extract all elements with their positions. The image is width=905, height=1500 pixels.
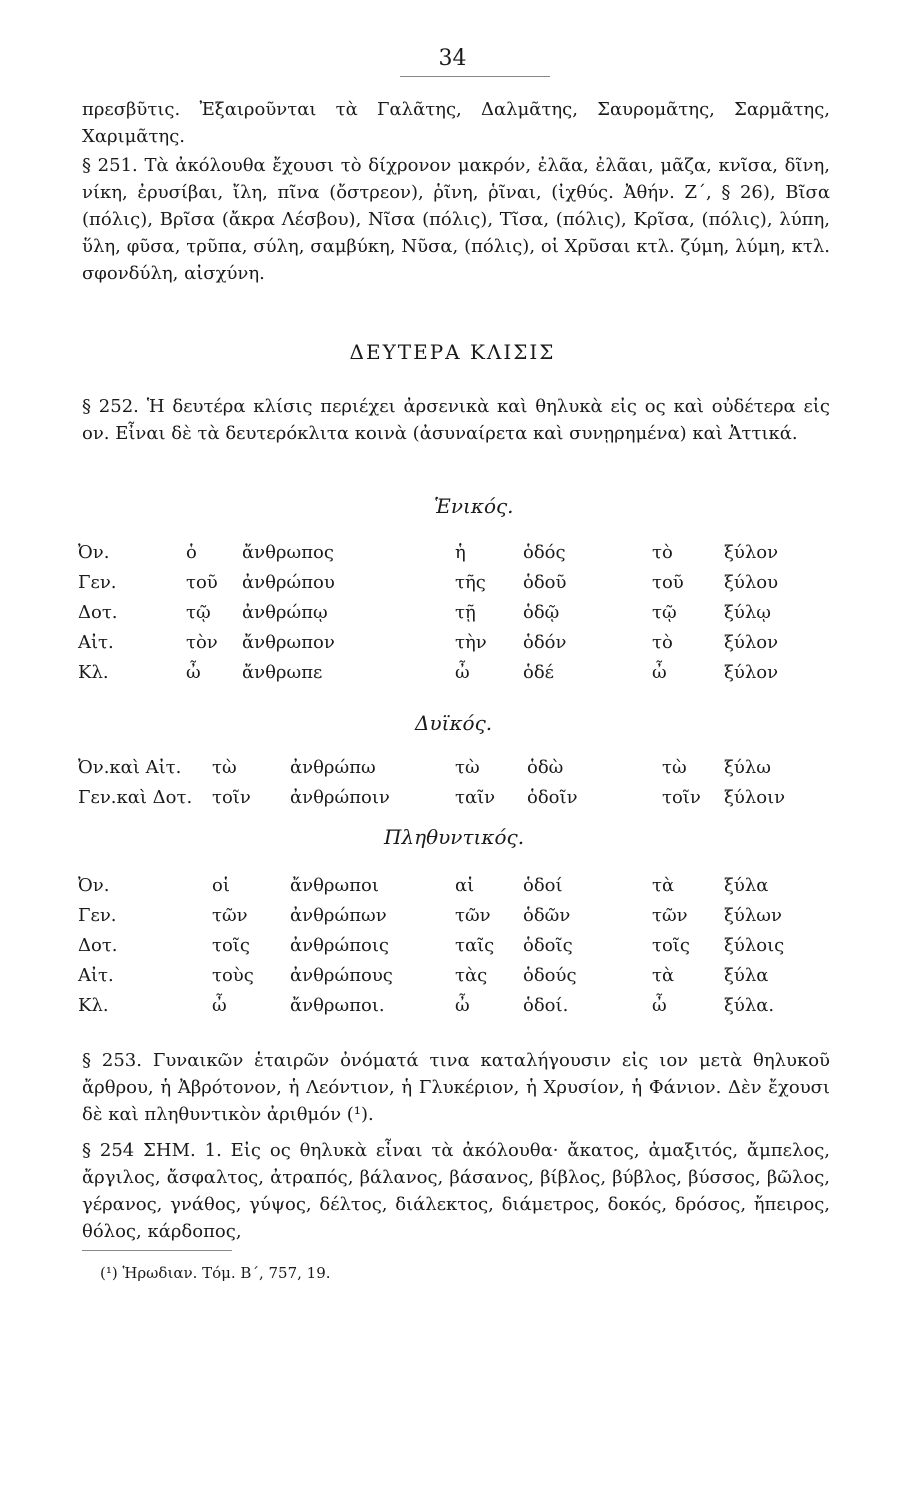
cell-art-m: τὼ xyxy=(212,757,237,778)
cell-word-f: ὁδόν xyxy=(523,632,567,653)
paragraph-continuation: πρεσβῦτις. Ἐξαιροῦνται τὰ Γαλᾶτης, Δαλμᾶτης, Σαυρομᾶτης, Σαρμᾶτης, Χαριμᾶτης. xyxy=(82,99,830,147)
cell-word-f: ὁδός xyxy=(523,542,566,563)
cell-word-n: ξύλα xyxy=(724,875,769,896)
table-row xyxy=(0,995,905,1025)
paragraph-253: § 253. Γυναικῶν ἑταιρῶν ὀνόματά τινα καταλήγουσιν εἰς ιον μετὰ θηλυκοῦ ἄρθρου, ἡ Ἀβρότονον, ἡ Λεόντιον, ἡ Γλυκέριον, ἡ Χρυσίον, ἡ Φάνιον. Δὲν ἔχουσι δὲ καὶ πληθυντικὸν ἀριθμόν (¹). xyxy=(82,1050,830,1125)
cell-case: Ὀν. xyxy=(78,875,110,896)
cell-word-n: ξύλα xyxy=(724,965,769,986)
cell-case: Αἰτ. xyxy=(78,632,114,653)
table-row xyxy=(0,542,905,572)
cell-word-n: ξύλον xyxy=(724,662,779,683)
cell-art-f: τῆς xyxy=(455,572,486,593)
cell-word-m: ἄνθρωποι. xyxy=(290,995,385,1016)
cell-word-n: ξύλω xyxy=(724,757,771,778)
cell-word-m: ἀνθρώπους xyxy=(290,965,393,986)
cell-word-f: ὁδὼ xyxy=(527,757,564,778)
footnote-rule xyxy=(82,1250,232,1251)
cell-word-n: ξύλων xyxy=(724,905,782,926)
table-row xyxy=(0,787,905,817)
cell-art-n: τῷ xyxy=(652,602,677,623)
cell-art-f: ἡ xyxy=(455,542,466,563)
cell-word-n: ξύλον xyxy=(724,542,779,563)
cell-art-m: ὦ xyxy=(186,662,201,683)
cell-art-f: τῶν xyxy=(455,905,491,926)
table-row xyxy=(0,905,905,935)
cell-word-n: ξύλον xyxy=(724,632,779,653)
cell-art-m: τῷ xyxy=(186,602,211,623)
cell-art-m: τοῖν xyxy=(212,787,251,808)
cell-word-n: ξύλοιν xyxy=(724,787,786,808)
cell-art-n: τὰ xyxy=(652,875,675,896)
cell-art-m: τοῖς xyxy=(212,935,250,956)
cell-word-f: ὁδούς xyxy=(523,965,577,986)
cell-art-m: τοῦ xyxy=(186,572,218,593)
cell-word-f: ὁδοί. xyxy=(523,995,569,1016)
cell-word-m: ἀνθρώποιν xyxy=(290,787,390,808)
cell-art-m: τὸν xyxy=(186,632,218,653)
cell-art-f: ὦ xyxy=(455,662,470,683)
cell-word-m: ἄνθρωποι xyxy=(290,875,379,896)
cell-art-m: ὦ xyxy=(212,995,227,1016)
footnote: (¹) Ἡρωδιαν. Τόμ. Β΄, 757, 19. xyxy=(100,1264,331,1282)
table-row xyxy=(0,632,905,662)
cell-word-m: ἀνθρώπου xyxy=(242,572,335,593)
cell-case: Γεν. xyxy=(78,572,117,593)
cell-art-n: τὰ xyxy=(652,965,675,986)
page-number-rule xyxy=(400,76,550,77)
cell-word-n: ξύλῳ xyxy=(724,602,771,623)
cell-word-f: ὁδῶν xyxy=(523,905,571,926)
plural-title: Πληθυντικός. xyxy=(384,825,525,849)
table-row xyxy=(0,662,905,692)
paragraph-252: § 252. Ἡ δευτέρα κλίσις περιέχει ἀρσενικὰ καὶ θηλυκὰ εἰς ος καὶ οὐδέτερα εἰς ον. Εἶναι δὲ τὰ δευτερόκλιτα κοινὰ (ἀσυναίρετα καὶ συνῃρημένα) καὶ Ἀττικά. xyxy=(82,396,830,444)
cell-word-n: ξύλα. xyxy=(724,995,775,1016)
cell-art-n: τὸ xyxy=(652,542,673,563)
table-row xyxy=(0,757,905,787)
cell-art-f: τὰς xyxy=(455,965,488,986)
cell-art-m: ὁ xyxy=(186,542,197,563)
cell-art-m: οἱ xyxy=(212,875,230,896)
cell-word-m: ἀνθρώπων xyxy=(290,905,387,926)
cell-word-m: ἄνθρωπον xyxy=(242,632,335,653)
cell-art-f: ταῖς xyxy=(455,935,495,956)
cell-art-n: τῶν xyxy=(652,905,688,926)
page-number: 34 xyxy=(438,46,467,71)
cell-art-f: ταῖν xyxy=(455,787,496,808)
cell-word-n: ξύλοις xyxy=(724,935,785,956)
singular-title: Ἑνικός. xyxy=(434,494,514,518)
cell-art-m: τῶν xyxy=(212,905,248,926)
cell-case: Κλ. xyxy=(78,995,109,1016)
cell-art-n: τοῖς xyxy=(652,935,690,956)
cell-art-n: ὦ xyxy=(652,662,667,683)
cell-word-m: ἀνθρώποις xyxy=(290,935,389,956)
cell-art-m: τοὺς xyxy=(212,965,254,986)
table-row xyxy=(0,935,905,965)
cell-word-f: ὁδοῖς xyxy=(523,935,573,956)
cell-word-n: ξύλου xyxy=(724,572,779,593)
table-row xyxy=(0,875,905,905)
cell-case: Κλ. xyxy=(78,662,109,683)
cell-art-f: τὴν xyxy=(455,632,487,653)
cell-case: Δοτ. xyxy=(78,602,118,623)
cell-case: Γεν. xyxy=(78,905,117,926)
table-row xyxy=(0,572,905,602)
cell-case: Αἰτ. xyxy=(78,965,114,986)
cell-word-m: ἄνθρωπε xyxy=(242,662,323,683)
paragraph-254: § 254 ΣΗΜ. 1. Εἰς ος θηλυκὰ εἶναι τὰ ἀκόλουθα· ἄκατος, ἀμαξιτός, ἄμπελος, ἄργιλος, ἄσφαλτος, ἀτραπός, βάλανος, βάσανος, βίβλος, βύβλος, βύσσος, βῶλος, γέρανος, γνάθος, γύψος, δέλτος, διάλεκτος, διάμετρος, δοκός, δρόσος, ἤπειρος, θόλος, κάρδοπος, xyxy=(82,1140,830,1242)
cell-art-f: αἱ xyxy=(455,875,475,896)
cell-art-f: τὼ xyxy=(455,757,480,778)
section-heading: ΔΕΥΤΕΡΑ ΚΛΙΣΙΣ xyxy=(349,340,556,364)
cell-art-f: τῇ xyxy=(455,602,476,623)
cell-word-f: ὁδέ xyxy=(523,662,554,683)
cell-art-n: τὼ xyxy=(662,757,687,778)
dual-title: Δυϊκός. xyxy=(415,711,493,735)
cell-word-f: ὁδῷ xyxy=(523,602,560,623)
cell-case: Γεν.καὶ Δοτ. xyxy=(78,787,193,808)
cell-word-f: ὁδοῦ xyxy=(523,572,567,593)
table-row xyxy=(0,965,905,995)
cell-case: Ὀν.καὶ Αἰτ. xyxy=(78,757,182,778)
cell-word-m: ἀνθρώπῳ xyxy=(242,602,328,623)
cell-word-m: ἀνθρώπω xyxy=(290,757,376,778)
cell-art-n: τοῖν xyxy=(662,787,701,808)
cell-art-f: ὦ xyxy=(455,995,470,1016)
table-row xyxy=(0,602,905,632)
cell-art-n: ὦ xyxy=(652,995,667,1016)
cell-art-n: τὸ xyxy=(652,632,673,653)
cell-word-m: ἄνθρωπος xyxy=(242,542,334,563)
cell-word-f: ὁδοί xyxy=(523,875,563,896)
cell-word-f: ὁδοῖν xyxy=(527,787,578,808)
paragraph-251: § 251. Τὰ ἀκόλουθα ἔχουσι τὸ δίχρονον μακρόν, ἐλᾶα, ἐλᾶαι, μᾶζα, κνῖσα, δῖνη, νίκη, ἐρυσίβαι, ἴλη, πῖνα (ὄστρεον), ῥῖνη, ῥῖναι, (ἰχθύς. Ἀθήν. Ζ΄, § 26), Βῖσα (πόλις), Βρῖσα (ἄκρα Λέσβου), Νῖσα (πόλις), Τῖσα, (πόλις), Κρῖσα, (πόλις), λύπη, ὕλη, φῦσα, τρῦπα, σύλη, σαμβύκη, Νῦσα, (πόλις), οἱ Χρῦσαι κτλ. ζύμη, λύμη, κτλ. σφονδύλη, αἰσχύνη. xyxy=(82,155,830,284)
cell-case: Δοτ. xyxy=(78,935,118,956)
cell-art-n: τοῦ xyxy=(652,572,684,593)
cell-case: Ὀν. xyxy=(78,542,110,563)
